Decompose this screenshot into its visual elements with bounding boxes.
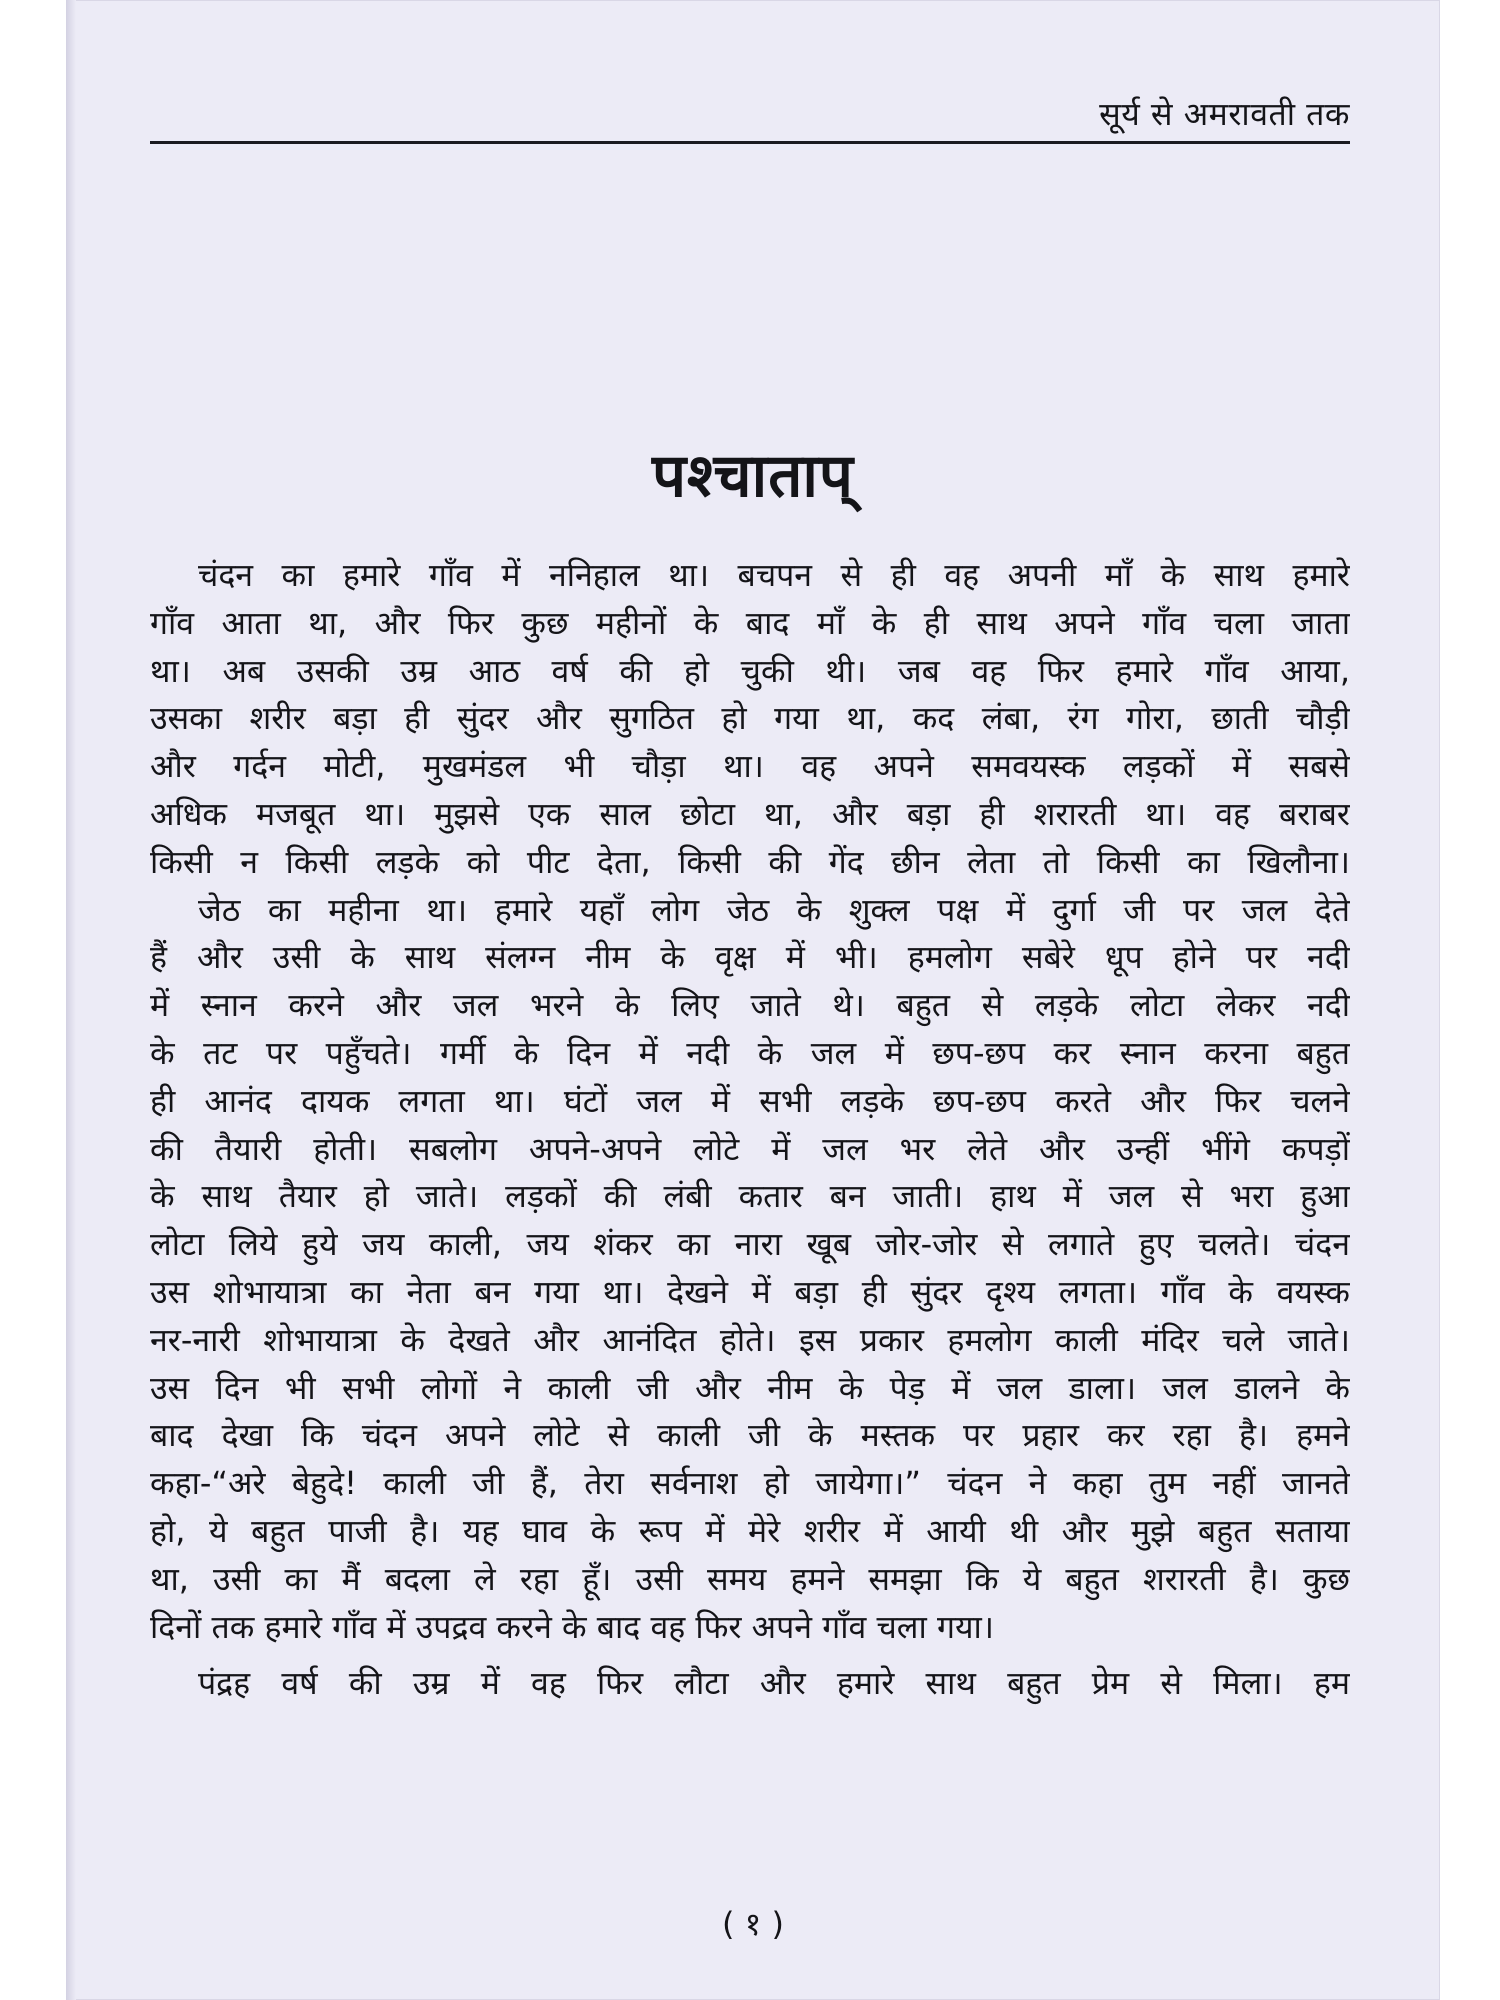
text-line: दिनों तक हमारे गाँव में उपद्रव करने के बाद वह फिर अपने गाँव चला गया। (150, 1607, 994, 1646)
text-line: उस शोभायात्रा का नेता बन गया था। देखने में बड़ा ही सुंदर दृश्य लगता। गाँव के वयस्क (150, 1272, 1350, 1311)
text-line: उसका शरीर बड़ा ही सुंदर और सुगठित हो गया था, कद लंबा, रंग गोरा, छाती चौड़ी (150, 699, 1350, 738)
text-line: की तैयारी होती। सबलोग अपने-अपने लोटे में जल भर लेते और उन्हीं भींगे कपड़ों (150, 1129, 1350, 1168)
text-line: जेठ का महीना था। हमारे यहाँ लोग जेठ के शुक्ल पक्ष में दुर्गा जी पर जल देते (198, 890, 1350, 929)
text-line: ही आनंद दायक लगता था। घंटों जल में सभी लड़के छप-छप करते और फिर चलने (150, 1081, 1350, 1120)
text-line: था। अब उसकी उम्र आठ वर्ष की हो चुकी थी। जब वह फिर हमारे गाँव आया, (150, 651, 1350, 690)
text-line: में स्नान करने और जल भरने के लिए जाते थे। बहुत से लड़के लोटा लेकर नदी (150, 986, 1350, 1025)
chapter-title: पश्चाताप् (651, 441, 855, 511)
text-line: के साथ तैयार हो जाते। लड़कों की लंबी कतार बन जाती। हाथ में जल से भरा हुआ (150, 1177, 1350, 1216)
page-number: ( १ ) (722, 1905, 784, 1943)
running-head: सूर्य से अमरावती तक (1099, 95, 1350, 133)
text-line: नर-नारी शोभायात्रा के देखते और आनंदित होते। इस प्रकार हमलोग काली मंदिर चले जाते। (150, 1320, 1350, 1359)
text-line: और गर्दन मोटी, मुखमंडल भी चौड़ा था। वह अपने समवयस्क लड़कों में सबसे (150, 747, 1350, 786)
text-line: हो, ये बहुत पाजी है। यह घाव के रूप में मेरे शरीर में आयी थी और मुझे बहुत सताया (150, 1511, 1350, 1550)
text-line: किसी न किसी लड़के को पीट देता, किसी की गेंद छीन लेता तो किसी का खिलौना। (150, 842, 1350, 881)
text-line: कहा-“अरे बेहुदे! काली जी हैं, तेरा सर्वनाश हो जायेगा।” चंदन ने कहा तुम नहीं जानते (150, 1464, 1350, 1503)
text-line: गाँव आता था, और फिर कुछ महीनों के बाद माँ के ही साथ अपने गाँव चला जाता (150, 603, 1350, 642)
header-rule (150, 141, 1350, 144)
page-gutter-shade (66, 0, 76, 2000)
paragraph-gap (150, 1651, 1350, 1660)
text-line: उस दिन भी सभी लोगों ने काली जी और नीम के पेड़ में जल डाला। जल डालने के (150, 1368, 1350, 1407)
body-text (150, 552, 1350, 1708)
text-line: लोटा लिये हुये जय काली, जय शंकर का नारा खूब जोर-जोर से लगाते हुए चलते। चंदन (150, 1225, 1350, 1264)
text-line: बाद देखा कि चंदन अपने लोटे से काली जी के मस्तक पर प्रहार कर रहा है। हमने (150, 1416, 1350, 1455)
text-line: हैं और उसी के साथ संलग्न नीम के वृक्ष में भी। हमलोग सबेरे धूप होने पर नदी (150, 938, 1350, 977)
text-line: चंदन का हमारे गाँव में ननिहाल था। बचपन से ही वह अपनी माँ के साथ हमारे (198, 556, 1350, 594)
book-page (66, 0, 1440, 2000)
text-line: था, उसी का मैं बदला ले रहा हूँ। उसी समय हमने समझा कि ये बहुत शरारती है। कुछ (150, 1559, 1350, 1598)
text-line: पंद्रह वर्ष की उम्र में वह फिर लौटा और हमारे साथ बहुत प्रेम से मिला। हम (198, 1664, 1350, 1703)
text-line: अधिक मजबूत था। मुझसे एक साल छोटा था, और बड़ा ही शरारती था। वह बराबर (150, 794, 1350, 833)
text-line: के तट पर पहुँचते। गर्मी के दिन में नदी के जल में छप-छप कर स्नान करना बहुत (150, 1033, 1350, 1072)
